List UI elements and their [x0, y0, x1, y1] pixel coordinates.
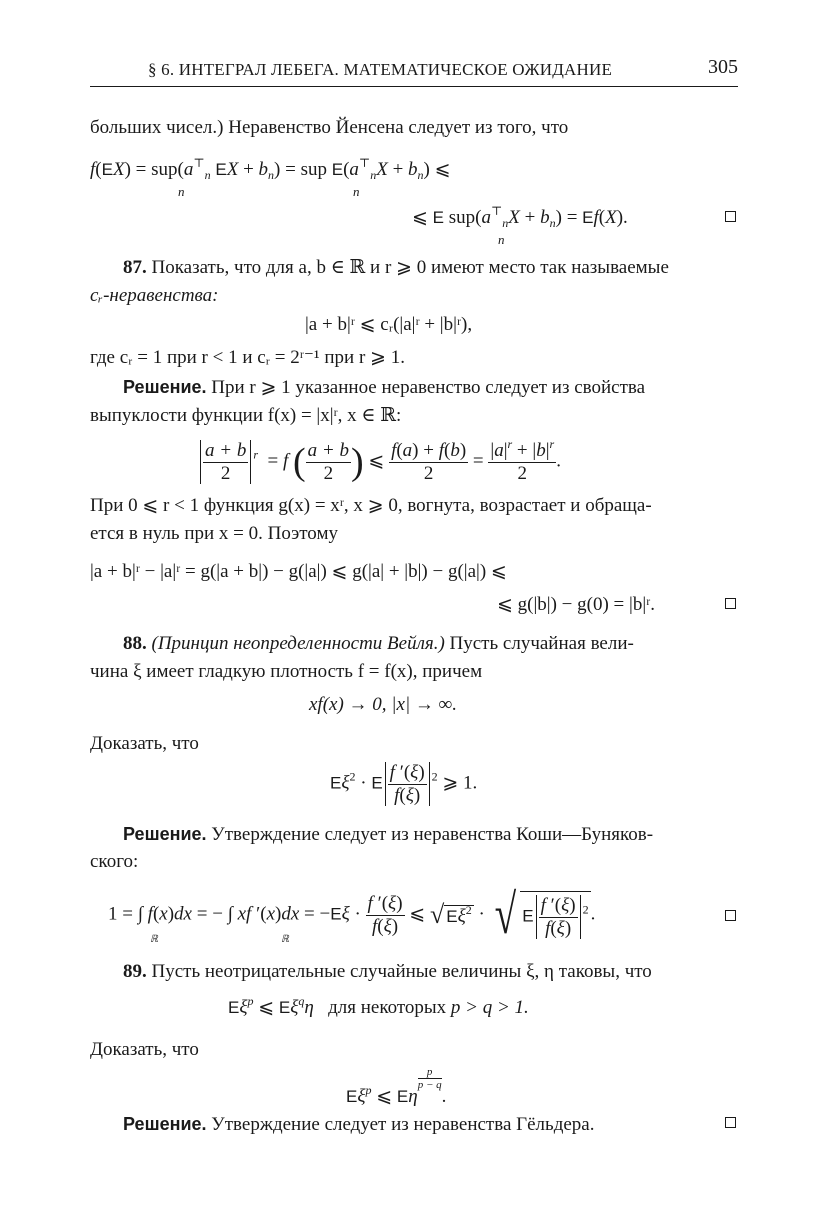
solution-88-text: Утверждение следует из неравенства Коши—Буняков- — [211, 824, 654, 845]
problem-88-line-2: чина ξ имеет гладкую плотность f = f(x), причем — [90, 661, 483, 682]
solution-87-line-2: выпуклости функции f(x) = |x|ʳ, x ∈ ℝ: — [90, 405, 402, 426]
moment-condition: $E\xi^p$ ⩽ $E\xi^q\eta$ для некоторых p > q > 1. — [228, 994, 529, 1018]
condition-words: для некоторых — [328, 997, 447, 1018]
weyl-inequality: $E\xi^2 \cdot E$ $\frac{f '(\xi)}{f(\xi)}$ $^2$ ⩾ 1. — [330, 762, 478, 806]
prove-label: Доказать, что — [90, 1039, 199, 1060]
problem-88-text: Пусть случайная вели- — [449, 633, 634, 654]
sub-n-3: n — [498, 232, 505, 247]
problem-number: 89. — [123, 961, 147, 982]
cr-definition: где cᵣ = 1 при r < 1 и cᵣ = 2ʳ⁻¹ при r ⩾ 1. — [90, 347, 405, 368]
solution-label: Решение. — [123, 1114, 207, 1134]
header-rule — [90, 86, 738, 87]
condition-tail: p > q > 1. — [450, 997, 529, 1018]
holder-result: $E\xi^p$ ⩽ Eη $\frac{p}{p - q}$ . — [346, 1066, 447, 1108]
problem-89-text: Пусть неотрицательные случайные величины ξ, η таковы, что — [151, 961, 652, 982]
jensen-line-1: $f(EX) = sup(a^⊤_n$ EX + $b_n$) = sup $E(a^⊤_nX + b_n)$ ⩽ — [90, 156, 451, 182]
running-header — [90, 56, 738, 86]
intro-paragraph: больших чисел.) Неравенство Йенсена следует из того, что — [90, 117, 569, 138]
problem-87-text: Показать, что для a, b ∈ ℝ и r ⩾ 0 имеют место так называемые — [151, 257, 669, 278]
solution-89 — [123, 1115, 594, 1134]
jensen-line-2: ⩽ E $sup(a^⊤_nX + b_n) = Ef(X)$. — [412, 204, 628, 230]
cr-inequality: |a + b|ʳ ⩽ cᵣ(|a|ʳ + |b|ʳ), — [305, 314, 473, 335]
chain-line-1: |a + b|ʳ − |a|ʳ = g(|a + b|) − g(|a|) ⩽ g(|a| + |b|) − g(|a|) ⩽ — [90, 561, 507, 582]
qed-box — [725, 1117, 736, 1128]
solution-88-line-1 — [123, 825, 653, 844]
chain-line-2: ⩽ g(|b|) − g(0) = |b|ʳ. — [497, 594, 656, 615]
page-number: 305 — [708, 56, 738, 78]
prove-label: Доказать, что — [90, 733, 199, 754]
integral-domain: ℝ — [150, 934, 158, 945]
cauchy-schwarz-chain: 1 = ∫ f(x)dx = − ∫ xf ′(x)dx = −Eξ · $\frac{f '(\xi)}{f(\xi)}$ ⩽ √ $E\xi^2$ · √ E $\frac{f '(\xi)}{f(\xi)}$ $^2$ . — [108, 884, 596, 946]
integral-domain: ℝ — [281, 934, 289, 945]
problem-87-line-1 — [123, 258, 669, 277]
problem-89-line-1 — [123, 962, 652, 981]
concavity-line-2: ется в нуль при x = 0. Поэтому — [90, 523, 338, 544]
solution-87-text: При r ⩾ 1 указанное неравенство следует из свойства — [211, 377, 646, 398]
solution-label: Решение. — [123, 824, 207, 844]
sub-n-2: n — [353, 184, 360, 199]
problem-number: 87. — [123, 257, 147, 278]
concavity-line-1: При 0 ⩽ r < 1 функция g(x) = xʳ, x ⩾ 0, вогнута, возрастает и обраща- — [90, 495, 652, 516]
solution-89-text: Утверждение следует из неравенства Гёльдера. — [211, 1114, 595, 1135]
solution-88-line-2: ского: — [90, 851, 139, 872]
problem-number: 88. — [123, 633, 147, 654]
solution-87-line-1 — [123, 378, 645, 397]
problem-88-title: (Принцип неопределенности Вейля.) — [151, 633, 445, 654]
convexity-formula: $\frac{a + b}{2}$ $^r$ = f ( $\frac{a + b}{2}$ ) ⩽ $\frac{f(a) + f(b)}{2}$ = $\frac{|a|^r + |b|^r}{2}$ . — [198, 440, 561, 486]
qed-box — [725, 598, 736, 609]
solution-label: Решение. — [123, 377, 207, 397]
limit-condition: xf(x) → 0, |x| → ∞. — [309, 694, 457, 715]
header-title: § 6. ИНТЕГРАЛ ЛЕБЕГА. МАТЕМАТИЧЕСКОЕ ОЖИДАНИЕ — [148, 60, 613, 79]
cr-term: cᵣ-неравенства: — [90, 285, 219, 306]
qed-box — [725, 910, 736, 921]
sub-n-1: n — [178, 184, 185, 199]
qed-box — [725, 211, 736, 222]
problem-88-line-1 — [123, 634, 634, 653]
